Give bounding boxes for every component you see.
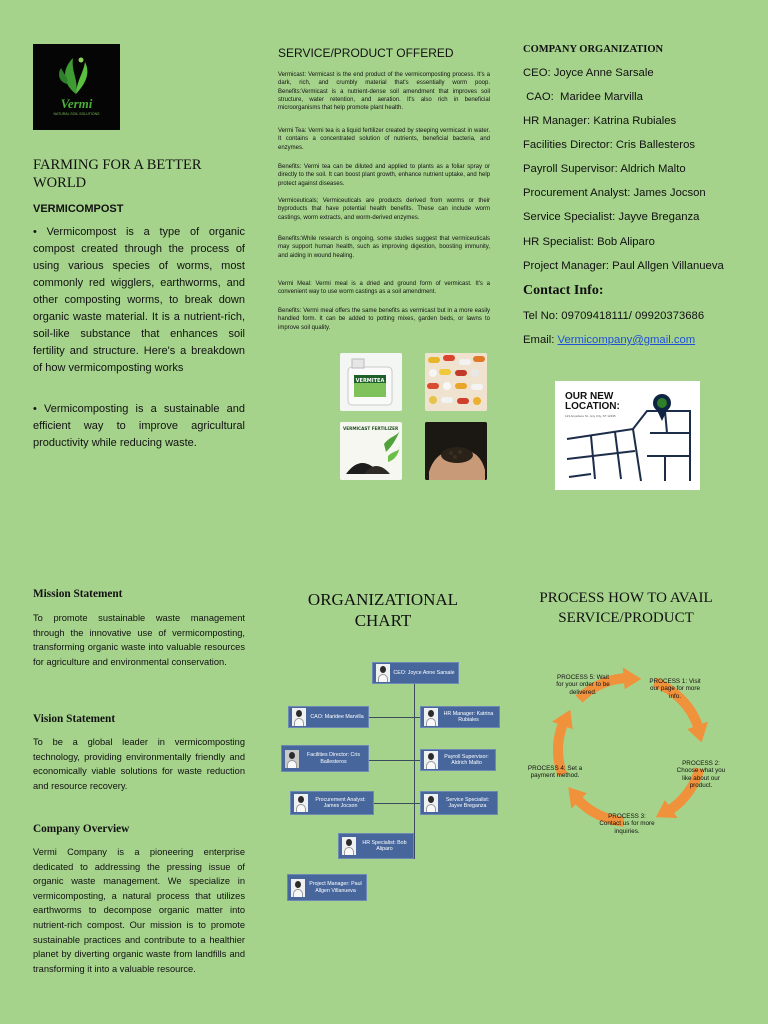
service-paragraph: Vermicast: Vermicast is the end product of the vermicomposting process. It's a dark, rich, and crumbly material that's essentially worm poop. Benefits:Vermicast is a nutrient-dense soil amendment that improves soil structure, water retention, and aeration. It's also rich in beneficial microorganisms that help promote plant health.: [278, 72, 490, 112]
leaf-icon: [51, 54, 101, 98]
role-facilities-director: Facilities Director: Cris Ballesteros: [523, 139, 696, 151]
logo-tagline: NATURAL SOIL SOLUTIONS: [53, 112, 100, 116]
role-cao: CAO: Maridee Marvilla: [523, 91, 643, 103]
vision-heading: Vision Statement: [33, 713, 116, 725]
org-box-label: Procurement Analyst: James Jocson: [315, 796, 366, 809]
org-box-facilities: [281, 745, 369, 772]
avatar: [424, 794, 438, 812]
service-paragraph: Vermi Meal: Vermi meal is a dried and ground form of vermicast. It's a convenient way to use worm castings as a soil amendment.: [278, 281, 490, 296]
org-box-ceo: [372, 662, 459, 684]
org-box-service: [420, 791, 498, 815]
service-title: SERVICE/PRODUCT OFFERED: [278, 46, 454, 60]
org-box-label: Payroll Supervisor: Aldrich Malto: [444, 753, 489, 766]
email-link[interactable]: Vermicompany@gmail.com: [557, 334, 696, 346]
org-box-procurement: [290, 791, 374, 815]
process-step-5: PROCESS 5: Wait for your order to be delivered.: [556, 674, 610, 696]
org-box-label: CEO: Joyce Anne Sarsale: [393, 669, 455, 676]
vermicast-fertilizer-image: [340, 422, 402, 480]
location-title: OUR NEW LOCATION:: [565, 391, 620, 412]
vermicompost-heading: VERMICOMPOST: [33, 203, 124, 215]
role-ceo: CEO: Joyce Anne Sarsale: [523, 67, 654, 79]
process-step-2: PROCESS 2: Choose what you like about our product.: [676, 760, 726, 790]
org-chart-title: ORGANIZATIONAL CHART: [307, 590, 459, 630]
service-paragraph: Vermi Tea: Vermi tea is a liquid fertilizer created by steeping vermicast in water. It contains a concentrated solution of nutrients, beneficial bacteria, and enzymes.: [278, 128, 490, 151]
avatar: [424, 708, 438, 726]
fertilizer-label: VERMICAST FERTILIZER: [343, 426, 399, 431]
overview-text: Vermi Company is a pioneering enterprise dedicated to addressing the pressing issue of organic waste management. We specialize in vermicomposting, a natural process that utilizes earthworms to decompose organic matter into nutrient-rich compost. Our mission is to promote sustainable practices and contribute to a healthier planet by diverting organic waste from landfills and transforming it into a valuable resource.: [33, 847, 245, 974]
vermitea-label: VERMITEA: [355, 378, 385, 384]
avatar: [376, 664, 390, 682]
contact-title: Contact Info:: [523, 283, 604, 298]
org-box-label: HR Specialist: Bob Aliparo: [362, 839, 407, 852]
avatar: [342, 837, 356, 855]
process-step-4: PROCESS 4: Set a payment method.: [527, 765, 583, 780]
org-box-project: [287, 874, 367, 901]
overview-heading: Company Overview: [33, 823, 130, 835]
service-paragraph: Benefits: Vermi tea can be diluted and applied to plants as a foliar spray or directly to the soil. It can boost plant growth, enhance nutrient uptake, and help protect against diseases.: [278, 164, 490, 187]
role-project-manager: Project Manager: Paul Allgen Villanueva: [523, 260, 724, 272]
org-box-cao: [288, 706, 369, 728]
vermicompost-paragraph: • Vermicompost is a type of organic compost created through the process of using various species of worms, most commonly red wigglers, earthworms, and other composting worms, to break down organic waste material. It is a nutrient-rich, soil-like substance that enhances soil fertility and structure. Here's a breakdown of how vermicomposting works: [33, 226, 245, 374]
page-title: FARMING FOR A BETTER WORLD: [33, 157, 202, 191]
contact-email: [523, 334, 695, 346]
location-address: 123 Anywhere St., Any City, ST 12345: [565, 414, 616, 418]
org-box-label: Service Specialist: Jayve Breganza: [445, 796, 490, 809]
org-box-label: Project Manager: Paul Allgen Villanueva: [309, 881, 362, 894]
org-box-label: CAO: Maridee Marvilla: [310, 713, 364, 720]
avatar: [285, 750, 299, 768]
role-service-specialist: Service Specialist: Jayve Breganza: [523, 211, 700, 223]
process-title: PROCESS HOW TO AVAIL SERVICE/PRODUCT: [539, 590, 713, 626]
role-procurement-analyst: Procurement Analyst: James Jocson: [523, 187, 706, 199]
vermicast-hands-image: [425, 422, 487, 480]
avatar: [292, 708, 306, 726]
org-connector: [374, 803, 414, 804]
mission-heading: Mission Statement: [33, 588, 123, 600]
vermi-logo: [33, 44, 120, 130]
avatar: [291, 879, 305, 897]
role-hr-manager: HR Manager: Katrina Rubiales: [523, 115, 677, 127]
vermicompost-paragraph: • Vermicomposting is a sustainable and efficient way to improve agricultural productivity while reducing waste.: [33, 403, 245, 449]
process-step-1: PROCESS 1: Visit our page for more info.: [649, 678, 701, 700]
vision-text: To be a global leader in vermicomposting technology, providing environmentally friendly and economically viable solutions for waste reduction and resource recovery.: [33, 737, 245, 791]
location-map-card: [555, 381, 700, 490]
role-payroll-supervisor: Payroll Supervisor: Aldrich Malto: [523, 163, 686, 175]
process-step-3: PROCESS 3: Contact us for more inquiries.: [599, 813, 655, 835]
logo-wordmark: Vermi: [60, 96, 93, 111]
avatar: [424, 751, 438, 769]
service-paragraph: Benefits:While research is ongoing, some studies suggest that vermiceuticals may support human health, such as improving digestion, boosting immunity, and aiding in wound healing.: [278, 236, 490, 259]
org-box-payroll: [420, 749, 496, 771]
org-connector: [369, 717, 414, 718]
service-paragraph: Benefits: Vermi meal offers the same benefits as vermicast but in a more easily handled form. It can be added to potting mixes, garden beds, or lawns to improve soil quality.: [278, 308, 490, 331]
role-hr-specialist: HR Specialist: Bob Aliparo: [523, 236, 655, 248]
email-label: Email:: [523, 334, 558, 346]
org-box-hr-manager: [420, 706, 500, 728]
vermiceuticals-image: [425, 353, 487, 411]
org-connector: [369, 760, 414, 761]
company-organization-title: COMPANY ORGANIZATION: [523, 44, 664, 55]
contact-phone: Tel No: 09709418111/ 09920373686: [523, 310, 705, 322]
org-box-label: Facilities Director: Cris Ballesteros: [307, 752, 360, 765]
org-connector: [414, 684, 415, 859]
service-paragraph: Vermiceuticals; Vermiceuticals are products derived from worms or their byproducts that have potential health benefits. These can include worm castings, worm extracts, and worm-derived enzymes.: [278, 198, 490, 221]
org-box-label: HR Manager: Katrina Rubiales: [443, 710, 494, 723]
avatar: [294, 794, 308, 812]
mission-text: To promote sustainable waste management through the innovative use of vermicomposting, transforming organic waste into valuable resources for agriculture and environmental conservation.: [33, 613, 245, 667]
vermitea-product-image: [340, 353, 402, 411]
org-box-hr-specialist: [338, 833, 414, 859]
